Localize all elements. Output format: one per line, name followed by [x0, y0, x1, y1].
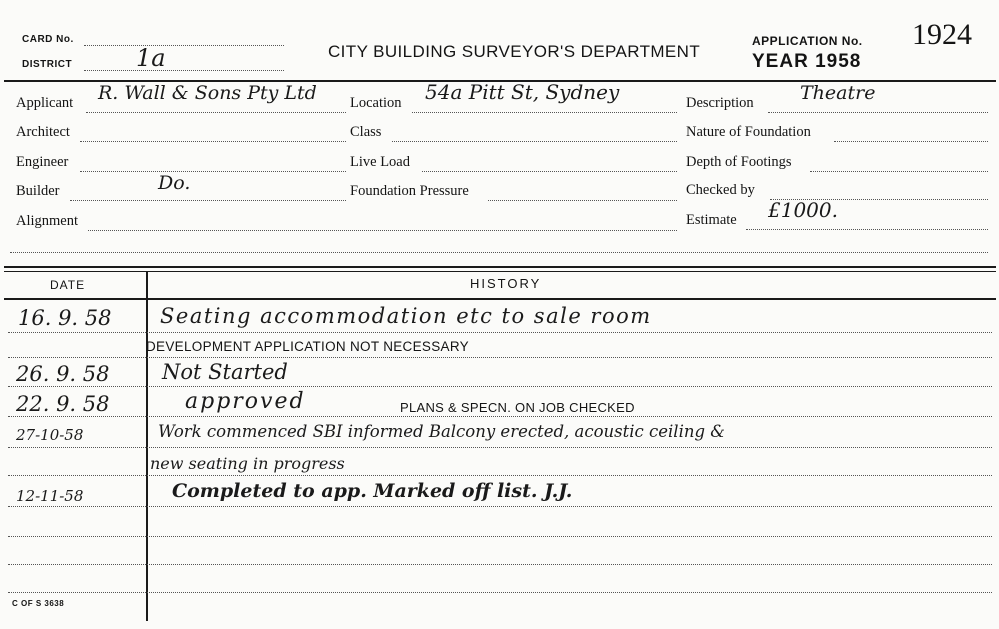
district-value: 1a [136, 44, 166, 72]
description-label: Description [686, 95, 754, 111]
table-row-date: 12-11-58 [16, 487, 84, 505]
applicant-label: Applicant [16, 95, 74, 111]
table-row-history: Not Started [162, 360, 288, 384]
nature-of-foundation-label: Nature of Foundation [686, 124, 811, 140]
table-row-history: Seating accommodation etc to sale room [160, 304, 652, 328]
table-row-date: 27-10-58 [16, 426, 84, 444]
estimate-label: Estimate [686, 212, 737, 228]
location-value: 54a Pitt St, Sydney [425, 80, 620, 104]
date-column-divider [146, 271, 148, 621]
table-row-date: 26. 9. 58 [16, 362, 110, 386]
engineer-line [80, 171, 346, 172]
table-row-history: Work commenced SBI informed Balcony erected, acoustic ceiling & [158, 422, 725, 441]
class-line [392, 141, 677, 142]
table-top-rule [4, 266, 996, 268]
development-application-stamp: DEVELOPMENT APPLICATION NOT NECESSARY [146, 339, 469, 354]
year-label: YEAR 1958 [752, 51, 862, 72]
table-row-history: new seating in progress [150, 454, 345, 473]
table-row-date: 22. 9. 58 [16, 392, 110, 416]
depth-of-footings-label: Depth of Footings [686, 154, 792, 170]
table-header-rule [4, 298, 996, 300]
applicant-value: R. Wall & Sons Pty Ltd [98, 82, 317, 104]
plans-checked-stamp: PLANS & SPECN. ON JOB CHECKED [400, 400, 635, 415]
applicant-line [86, 112, 346, 113]
application-label: APPLICATION No. [752, 34, 863, 48]
architect-line [80, 141, 346, 142]
engineer-label: Engineer [16, 154, 69, 170]
application-number: 1924 [912, 18, 972, 51]
form-code: C OF S 3638 [12, 599, 65, 608]
depth-line [810, 171, 988, 172]
location-line [412, 112, 677, 113]
description-value: Theatre [800, 82, 876, 104]
alignment-line [88, 230, 677, 231]
table-row-history: Completed to app. Marked off list. J.J. [172, 480, 573, 502]
builder-value: Do. [158, 172, 191, 194]
district-label: DISTRICT [22, 59, 73, 70]
card-no-label: CARD No. [22, 34, 74, 45]
table-row-history: approved [185, 389, 306, 414]
architect-label: Architect [16, 124, 70, 140]
foundation-pressure-line [488, 200, 677, 201]
card-no-line [84, 45, 284, 46]
date-header: DATE [50, 278, 86, 292]
class-label: Class [350, 124, 382, 140]
fields-bottom-line [10, 252, 988, 253]
estimate-value: £1000. [768, 198, 838, 222]
live-load-line [422, 171, 677, 172]
district-line [84, 70, 284, 71]
department-title: CITY BUILDING SURVEYOR'S DEPARTMENT [328, 42, 701, 61]
description-line [768, 112, 988, 113]
location-label: Location [350, 95, 402, 111]
alignment-label: Alignment [16, 213, 79, 229]
history-header: HISTORY [470, 276, 542, 291]
nature-line [834, 141, 988, 142]
table-row-date: 16. 9. 58 [18, 306, 112, 330]
builder-label: Builder [16, 183, 60, 199]
builder-line [70, 200, 346, 201]
checked-by-label: Checked by [686, 182, 755, 198]
foundation-pressure-label: Foundation Pressure [350, 183, 469, 199]
estimate-line [746, 229, 988, 230]
table-top-rule-2 [4, 271, 996, 272]
live-load-label: Live Load [350, 154, 410, 170]
